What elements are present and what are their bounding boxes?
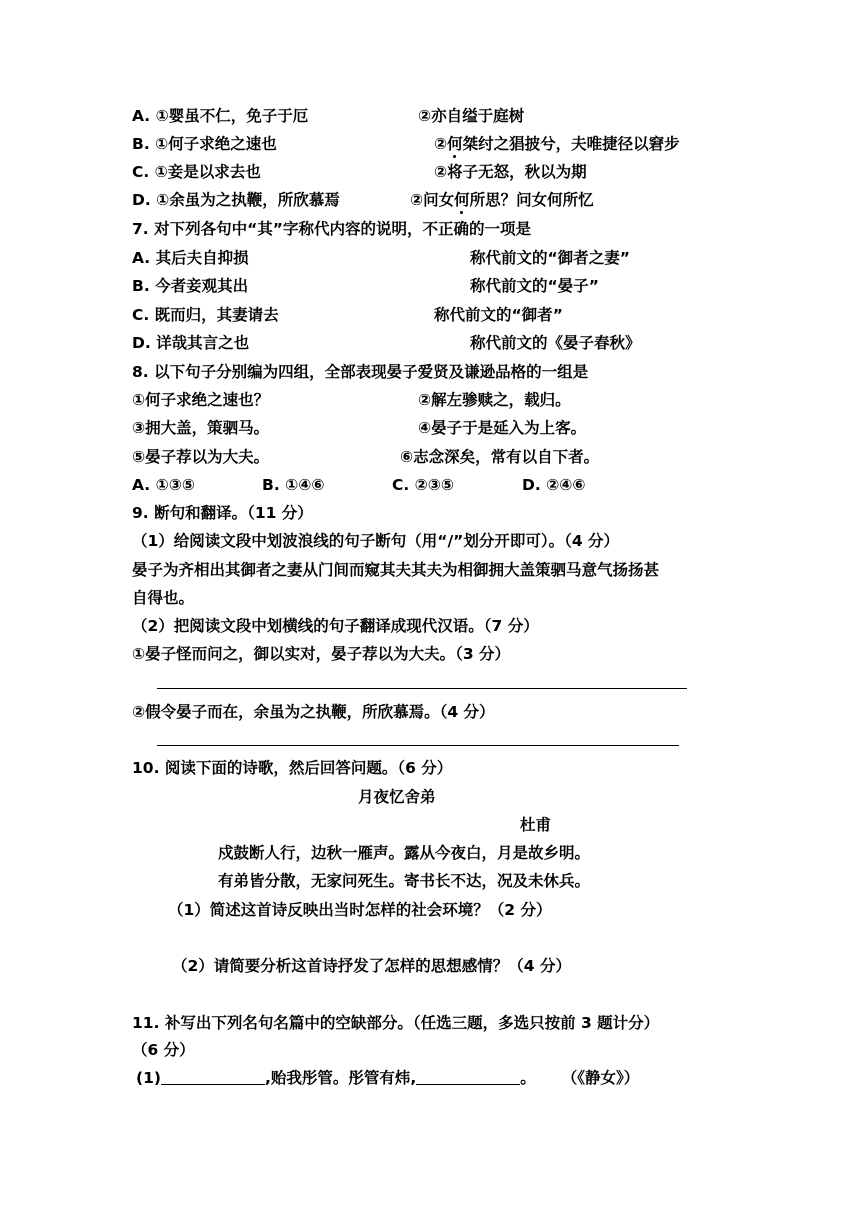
q8-sentence-5: ⑤晏子荐以为大夫。 (132, 448, 270, 466)
q6-option-b-dotted-char: 何 (447, 135, 463, 153)
q8-option-d: D. ②④⑥ (522, 476, 586, 494)
q11-item-1 (136, 1068, 639, 1088)
q6-option-d-prefix: ②问女 (410, 191, 455, 209)
q8-sentence-2: ②解左骖赎之，载归。 (418, 391, 571, 409)
q9-translate-sentence-2: ②假令晏子而在，余虽为之执鞭，所欣慕焉。（4 分） (132, 703, 495, 721)
q11-blank-2[interactable] (416, 1070, 520, 1085)
q11-item-1-number: (1) (136, 1069, 161, 1087)
q6-option-d-right (410, 190, 594, 210)
q7-option-d-right: 称代前文的《晏子春秋》 (470, 334, 641, 352)
q6-option-b-left: B. ①何子求绝之速也 (132, 135, 277, 153)
q11-blank-1[interactable] (161, 1070, 265, 1085)
q6-option-c-left: C. ①妾是以求去也 (132, 163, 261, 181)
q9-part-2-prompt: （2）把阅读文段中划横线的句子翻译成现代汉语。（7 分） (132, 617, 539, 635)
q10-poem-line-1: 戍鼓断人行，边秋一雁声。露从今夜白，月是故乡明。 (218, 844, 591, 862)
q8-option-b: B. ①④⑥ (262, 476, 325, 494)
q9-passage-line-1: 晏子为齐相出其御者之妻从门间而窥其夫其夫为相御拥大盖策驷马意气扬扬甚 (132, 561, 660, 579)
q8-sentence-6: ⑥志念深矣，常有以自下者。 (400, 448, 600, 466)
q9-translate-sentence-1: ①晏子怪而问之，御以实对，晏子荐以为大夫。（3 分） (132, 645, 511, 663)
q10-poem-line-2: 有弟皆分散，无家问死生。寄书长不达，况及未休兵。 (218, 872, 591, 890)
q11-stem: 11. 补写出下列名句名篇中的空缺部分。（任选三题，多选只按前 3 题计分） (132, 1014, 660, 1032)
q8-option-a: A. ①③⑤ (132, 476, 195, 494)
q6-option-b-right (434, 134, 680, 154)
q6-option-b-prefix: ② (434, 135, 448, 153)
q11-score: （6 分） (132, 1041, 195, 1059)
q11-item-1-source: （《静女》） (561, 1069, 640, 1087)
q7-option-b-right: 称代前文的“晏子” (470, 277, 599, 295)
q6-option-b-rest: 桀纣之猖披兮，夫唯捷径以窘步 (462, 135, 680, 153)
q7-option-c-right: 称代前文的“御者” (434, 306, 563, 324)
q6-option-d-rest: 所思？问女何所忆 (469, 191, 594, 209)
q9-answer-line-1[interactable] (157, 688, 687, 689)
q9-part-1-prompt: （1）给阅读文段中划波浪线的句子断句（用“/”划分开即可）。（4 分） (132, 532, 620, 550)
q6-option-a-left: A. ①婴虽不仁，免子于厄 (132, 107, 309, 125)
q11-item-1-middle: ,贻我彤管。彤管有炜, (264, 1069, 417, 1087)
q8-option-c: C. ②③⑤ (392, 476, 455, 494)
q6-option-d-dotted-char: 何 (454, 191, 470, 209)
q8-sentence-4: ④晏子于是延入为上客。 (418, 419, 587, 437)
q7-option-d-left: D. 详哉其言之也 (132, 334, 250, 352)
q8-sentence-1: ①何子求绝之速也？ (132, 391, 270, 409)
q7-option-c-left: C. 既而归，其妻请去 (132, 306, 279, 324)
q6-option-c-right: ②将子无怒，秋以为期 (434, 163, 587, 181)
q10-part-2-prompt: （2）请简要分析这首诗抒发了怎样的思想感情？（4 分） (172, 957, 571, 975)
q10-poem-title: 月夜忆舍弟 (358, 788, 436, 806)
q8-stem: 8. 以下句子分别编为四组，全部表现晏子爱贤及谦逊品格的一组是 (132, 363, 589, 381)
q10-part-1-prompt: （1）简述这首诗反映出当时怎样的社会环境？（2 分） (168, 901, 552, 919)
q6-option-d-left: D. ①余虽为之执鞭，所欣慕焉 (132, 191, 340, 209)
q9-answer-line-2[interactable] (157, 745, 679, 746)
q7-option-b-left: B. 今者妾观其出 (132, 277, 249, 295)
q6-option-a-right: ②亦自缢于庭树 (418, 107, 525, 125)
q10-stem: 10. 阅读下面的诗歌，然后回答问题。（6 分） (132, 759, 453, 777)
q7-stem: 7. 对下列各句中“其”字称代内容的说明，不正确的一项是 (132, 220, 531, 238)
q7-option-a-left: A. 其后夫自抑损 (132, 249, 249, 267)
q7-option-a-right: 称代前文的“御者之妻” (470, 249, 630, 267)
q11-item-1-end: 。 (520, 1069, 536, 1087)
q10-poem-author: 杜甫 (520, 816, 552, 834)
q9-passage-line-2: 自得也。 (132, 589, 195, 607)
q8-sentence-3: ③拥大盖，策驷马。 (132, 419, 270, 437)
q9-stem: 9. 断句和翻译。（11 分） (132, 504, 313, 522)
